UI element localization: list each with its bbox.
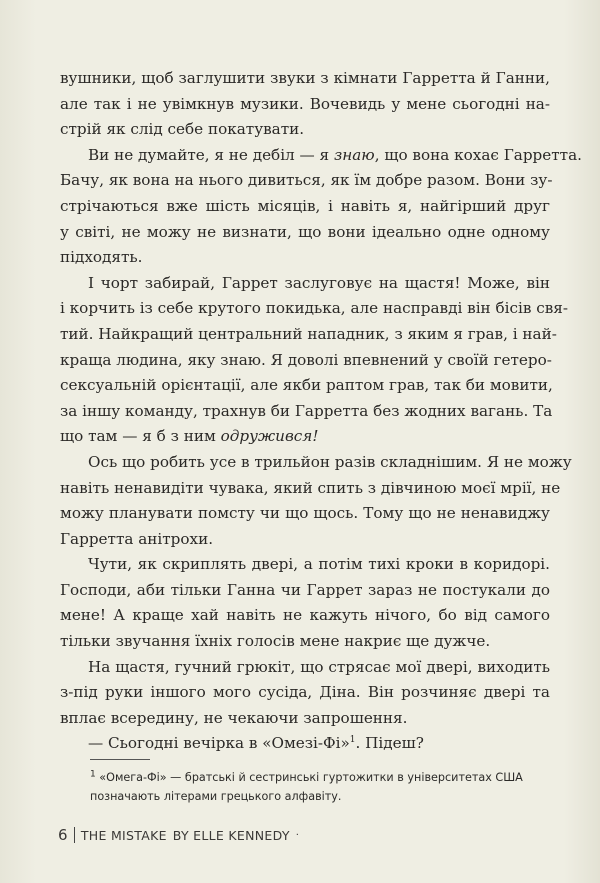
footer-dot: ·: [295, 829, 300, 841]
text-line: з-під руки іншого мого сусіда, Діна. Він розчиняє двері та: [60, 683, 550, 702]
footnote-line: $^1$ «Омега-Фі» — братські й сестринські гуртожитки в університетах США: [90, 769, 523, 784]
text-line: підходять.: [60, 248, 143, 267]
body-text: [60, 66, 582, 757]
footnote-divider: [90, 759, 150, 760]
paragraph-5: [60, 552, 550, 654]
text-line: стрій як слід себе покатувати.: [60, 120, 305, 139]
book-title: THE MISTAKE: [80, 827, 167, 843]
text-line: Чути, як скриплять двері, а потім тихі кроки в коридорі.: [88, 555, 550, 574]
footnote-reference: 1: [349, 735, 356, 746]
text-line: за іншу команду, трахнув би Гарретта без жодних вагань. Та: [60, 401, 553, 420]
footnote: [90, 768, 550, 806]
emphasis: знаю: [333, 145, 375, 164]
page-footer: [58, 826, 299, 844]
text-line: Ви не думайте, я не дебіл — я знаю, що вона кохає Гарретта.: [88, 145, 582, 164]
footer-divider: [74, 827, 75, 843]
text-line: тий. Найкращий центральний нападник, з яким я грав, і най-: [60, 324, 557, 343]
text-line: вплає всередину, не чекаючи запрошення.: [60, 708, 408, 727]
text-line: у світі, не можу не визнати, що вони ідеально одне одному: [60, 222, 550, 241]
text-line: можу планувати помсту чи що щось. Тому що не ненавиджу: [60, 504, 550, 523]
text-line: що там — я б з ним одружився!: [60, 427, 319, 446]
emphasis: одружився!: [220, 427, 319, 446]
text-line: На щастя, гучний грюкіт, що стрясає мої двері, виходить: [88, 657, 550, 676]
text-line: Гарретта анітрохи.: [60, 529, 214, 548]
paragraph-2: [60, 143, 582, 271]
text-line: тільки звучання їхніх голосів мене накриє ще дужче.: [60, 632, 491, 651]
text-line: сексуальній орієнтації, але якби раптом грав, так би мовити,: [60, 376, 553, 395]
text-line: Бачу, як вона на нього дивиться, як їм добре разом. Вони зу-: [60, 171, 553, 190]
paragraph-7: [60, 731, 550, 757]
footnote-line: позначають літерами грецького алфавіту.: [90, 790, 342, 803]
text-line: стрічаються вже шість місяців, і навіть я, найгірший друг: [60, 196, 550, 215]
paragraph-3: [60, 271, 569, 450]
text-line: І чорт забирай, Гаррет заслуговує на щастя! Може, він: [88, 273, 550, 292]
text-line: вушники, щоб заглушити звуки з кімнати Гарретта й Ганни,: [60, 69, 550, 87]
paragraph-1: [60, 66, 550, 143]
text-line: мене! А краще хай навіть не кажуть нічого, бо від самого: [60, 606, 550, 625]
text-line: Господи, аби тільки Ганна чи Гаррет зараз не постукали до: [60, 580, 550, 599]
text-line: Ось що робить усе в трильйон разів складнішим. Я не можу: [88, 452, 572, 471]
page-number: 6: [58, 826, 68, 844]
paragraph-6: [60, 655, 550, 732]
text-line: навіть ненавидіти чувака, який спить з дівчиною моєї мрії, не: [60, 478, 561, 497]
text-line: але так і не увімкнув музики. Вочевидь у мене сьогодні на-: [60, 94, 550, 113]
dialogue-line: — Сьогодні вечірка в «Омезі-Фі»$^1$. Підеш?: [88, 734, 424, 753]
text-line: краща людина, яку знаю. Я доволі впевнений у своїй гетеро-: [60, 350, 552, 369]
footnote-mark: 1: [90, 769, 96, 780]
text-line: і корчить із себе крутого покидька, але насправді він бісів свя-: [60, 299, 569, 318]
book-author: BY ELLE KENNEDY: [172, 827, 290, 843]
paragraph-4: [60, 450, 572, 552]
